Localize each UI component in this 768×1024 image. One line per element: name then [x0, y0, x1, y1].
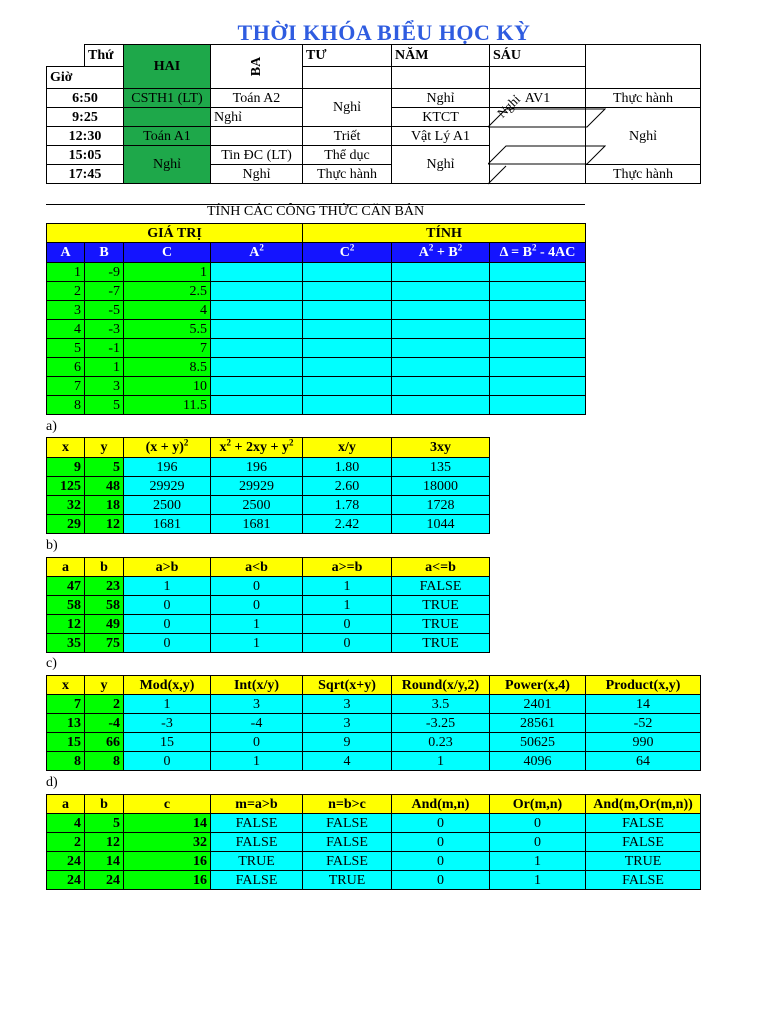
- table-cell: 135: [392, 458, 490, 477]
- cell-result: [211, 320, 303, 339]
- header-sum-squared: $(x + y)^2$: [124, 438, 211, 458]
- column-header: Round(x/y,2): [392, 676, 490, 695]
- cell-hai: Toán A1: [124, 127, 211, 146]
- cell-ba: Nghỉ: [211, 108, 303, 127]
- cell-result: [303, 301, 392, 320]
- table-row: [47, 714, 701, 733]
- sau-diag-text: Nghỉ: [494, 91, 523, 121]
- table-cell: 64: [586, 752, 701, 771]
- gio-label: Giờ: [47, 67, 124, 89]
- table-cell: 0: [124, 615, 211, 634]
- table-row: [47, 320, 586, 339]
- table-header-row: [47, 795, 701, 814]
- table-header-row: [47, 558, 490, 577]
- cell-c: 5.5: [124, 320, 211, 339]
- column-header: m=a>b: [211, 795, 303, 814]
- table-cell: 1.78: [303, 496, 392, 515]
- column-header: Int(x/y): [211, 676, 303, 695]
- cell-result: [303, 339, 392, 358]
- table-cell: 1: [490, 871, 586, 890]
- table-cell: 1: [124, 577, 211, 596]
- cell-hai: Nghỉ: [124, 146, 211, 184]
- table-cell: 9: [303, 733, 392, 752]
- table-cell: TRUE: [392, 596, 490, 615]
- table-cell: 1681: [211, 515, 303, 534]
- day-sau: SÁU: [490, 45, 586, 67]
- label-a: a): [46, 419, 57, 434]
- table-cell: 1.80: [303, 458, 392, 477]
- table-row: [47, 282, 586, 301]
- cell-result: [392, 301, 490, 320]
- table-cell: 0: [303, 634, 392, 653]
- table-cell: 5: [85, 458, 124, 477]
- cell-nam: Nghỉ: [392, 146, 490, 184]
- day-nam: NĂM: [392, 45, 490, 67]
- table-cell: 1: [211, 634, 303, 653]
- table-row: [47, 515, 490, 534]
- cell-a: 4: [47, 320, 85, 339]
- cell-result: [490, 301, 586, 320]
- cell-nam: KTCT: [392, 108, 490, 127]
- cell-result: [211, 377, 303, 396]
- cell-extra: Thực hành: [586, 89, 701, 108]
- table-cell: 3: [303, 714, 392, 733]
- time-row: 6:50: [47, 89, 124, 108]
- cell-nam: Vật Lý A1: [392, 127, 490, 146]
- table-cell: 0: [124, 752, 211, 771]
- table-cell: 4096: [490, 752, 586, 771]
- table-cell: 2: [85, 695, 124, 714]
- cell-result: [211, 282, 303, 301]
- column-header: And(m,n): [392, 795, 490, 814]
- thu-label: Thứ: [85, 45, 124, 67]
- table-cell: 35: [47, 634, 85, 653]
- cell-result: [303, 377, 392, 396]
- table-row: [47, 358, 586, 377]
- table-row: [47, 301, 586, 320]
- table-cell: -3: [124, 714, 211, 733]
- cell-tu: Thể dục: [303, 146, 392, 165]
- cell-b: -9: [85, 263, 124, 282]
- table-cell: 23: [85, 577, 124, 596]
- table-cell: FALSE: [303, 833, 392, 852]
- cell-tu: Thực hành: [303, 165, 392, 184]
- group-calc: TÍNH: [303, 224, 586, 243]
- table-cell: 9: [47, 458, 85, 477]
- table-cell: 18: [85, 496, 124, 515]
- time-row: 9:25: [47, 108, 124, 127]
- table-cell: 15: [124, 733, 211, 752]
- table-cell: 0: [211, 577, 303, 596]
- column-header: b: [85, 795, 124, 814]
- table-cell: 0: [490, 814, 586, 833]
- table-cell: 58: [47, 596, 85, 615]
- table-cell: 29: [47, 515, 85, 534]
- table-cell: 2: [47, 833, 85, 852]
- table-cell: 75: [85, 634, 124, 653]
- page-title: THỜI KHÓA BIỂU HỌC KỲ: [237, 20, 531, 45]
- cell-ba: Nghỉ: [211, 165, 303, 184]
- table-cell: 7: [47, 695, 85, 714]
- table-cell: 1: [124, 695, 211, 714]
- column-header: y: [85, 676, 124, 695]
- column-header: a<b: [211, 558, 303, 577]
- cell-result: [490, 358, 586, 377]
- table-cell: FALSE: [211, 814, 303, 833]
- table-cell: 2.42: [303, 515, 392, 534]
- header-a2-plus-b2: $A^2 + B^2$: [392, 243, 490, 263]
- cell-tu: Triết: [303, 127, 392, 146]
- cell-result: [211, 396, 303, 415]
- table-cell: 16: [124, 852, 211, 871]
- cell-c: 8.5: [124, 358, 211, 377]
- column-header: a<=b: [392, 558, 490, 577]
- table-row: [47, 596, 490, 615]
- table-cell: FALSE: [211, 833, 303, 852]
- table-cell: 3: [303, 695, 392, 714]
- table-row: [47, 458, 490, 477]
- table-row: [47, 339, 586, 358]
- header-c-squared: $C^2$: [303, 243, 392, 263]
- table-cell: FALSE: [586, 814, 701, 833]
- table-cell: 66: [85, 733, 124, 752]
- table-row: [47, 634, 490, 653]
- day-tu: TƯ: [303, 45, 392, 67]
- cell-nam: Nghỉ: [392, 89, 490, 108]
- table-a: [46, 437, 490, 534]
- table-cell: 0: [490, 833, 586, 852]
- cell-b: -3: [85, 320, 124, 339]
- table-cell: 16: [124, 871, 211, 890]
- table-cell: 8: [85, 752, 124, 771]
- table-row: [47, 814, 701, 833]
- cell-c: 1: [124, 263, 211, 282]
- table-cell: 58: [85, 596, 124, 615]
- table-row: [47, 396, 586, 415]
- cell-result: [303, 320, 392, 339]
- table-cell: 3.5: [392, 695, 490, 714]
- cell-tu: Nghỉ: [303, 89, 392, 127]
- table-row: [47, 477, 490, 496]
- table-d: [46, 794, 701, 890]
- table-cell: 0: [124, 596, 211, 615]
- table-row: [47, 695, 701, 714]
- table-cell: -4: [211, 714, 303, 733]
- table-cell: 0: [211, 733, 303, 752]
- column-header: Or(m,n): [490, 795, 586, 814]
- label-b: b): [46, 538, 58, 553]
- table-cell: 1044: [392, 515, 490, 534]
- cell-result: [303, 396, 392, 415]
- table-cell: TRUE: [303, 871, 392, 890]
- table-cell: 0: [392, 833, 490, 852]
- table-cell: 2.60: [303, 477, 392, 496]
- cell-sau: AV1: [490, 89, 586, 108]
- table-cell: 0.23: [392, 733, 490, 752]
- table-cell: FALSE: [303, 852, 392, 871]
- table-cell: 12: [47, 615, 85, 634]
- table-row: [47, 615, 490, 634]
- table-cell: 48: [85, 477, 124, 496]
- cell-a: 1: [47, 263, 85, 282]
- table-row: [47, 377, 586, 396]
- day-hai: HAI: [124, 45, 211, 89]
- calc-table: [46, 223, 586, 415]
- cell-hai: CSTH1 (LT): [124, 89, 211, 108]
- table-cell: -3.25: [392, 714, 490, 733]
- table-cell: 2500: [124, 496, 211, 515]
- cell-result: [392, 358, 490, 377]
- cell-c: 4: [124, 301, 211, 320]
- table-cell: 14: [124, 814, 211, 833]
- cell-result: [303, 263, 392, 282]
- cell-a: 2: [47, 282, 85, 301]
- cell-result: [490, 377, 586, 396]
- cell-b: -7: [85, 282, 124, 301]
- table-cell: 12: [85, 833, 124, 852]
- table-cell: 1728: [392, 496, 490, 515]
- cell-result: [392, 320, 490, 339]
- table-cell: 125: [47, 477, 85, 496]
- cell-result: [211, 358, 303, 377]
- table-cell: 13: [47, 714, 85, 733]
- column-header: x: [47, 676, 85, 695]
- section-title: TÍNH CÁC CÔNG THỨC CĂN BẢN: [206, 204, 425, 219]
- table-cell: TRUE: [392, 634, 490, 653]
- cell-result: [392, 396, 490, 415]
- table-cell: 12: [85, 515, 124, 534]
- column-header: c: [124, 795, 211, 814]
- table-cell: 24: [47, 871, 85, 890]
- cell-a: 5: [47, 339, 85, 358]
- cell-result: [392, 263, 490, 282]
- table-cell: 4: [303, 752, 392, 771]
- table-cell: 4: [47, 814, 85, 833]
- table-cell: 24: [47, 852, 85, 871]
- table-cell: 50625: [490, 733, 586, 752]
- table-cell: 24: [85, 871, 124, 890]
- cell-c: 2.5: [124, 282, 211, 301]
- table-row: [47, 833, 701, 852]
- cell-b: -5: [85, 301, 124, 320]
- table-cell: 0: [124, 634, 211, 653]
- cell-a: 8: [47, 396, 85, 415]
- cell-result: [211, 263, 303, 282]
- cell-result: [490, 339, 586, 358]
- table-cell: -52: [586, 714, 701, 733]
- table-cell: 0: [211, 596, 303, 615]
- table-cell: -4: [85, 714, 124, 733]
- table-cell: 0: [303, 615, 392, 634]
- table-cell: FALSE: [211, 871, 303, 890]
- table-cell: 2401: [490, 695, 586, 714]
- table-cell: FALSE: [586, 833, 701, 852]
- table-row: [47, 577, 490, 596]
- table-row: [47, 852, 701, 871]
- column-header: n=b>c: [303, 795, 392, 814]
- table-cell: 18000: [392, 477, 490, 496]
- table-cell: 28561: [490, 714, 586, 733]
- cell-result: [392, 282, 490, 301]
- group-value: GIÁ TRỊ: [47, 224, 303, 243]
- cell-c: 11.5: [124, 396, 211, 415]
- cell-result: [303, 358, 392, 377]
- table-cell: 196: [124, 458, 211, 477]
- header-c: C: [124, 243, 211, 263]
- column-header: And(m,Or(m,n)): [586, 795, 701, 814]
- table-c: [46, 675, 701, 771]
- table-row: [47, 733, 701, 752]
- table-cell: TRUE: [211, 852, 303, 871]
- cell-result: [490, 320, 586, 339]
- table-cell: 29929: [211, 477, 303, 496]
- cell-b: 3: [85, 377, 124, 396]
- column-header: Sqrt(x+y): [303, 676, 392, 695]
- cell-result: [211, 339, 303, 358]
- table-cell: 0: [392, 852, 490, 871]
- column-header: Mod(x,y): [124, 676, 211, 695]
- table-cell: 0: [392, 814, 490, 833]
- table-cell: 8: [47, 752, 85, 771]
- table-cell: 1: [392, 752, 490, 771]
- header-expansion: $x^2 + 2xy + y^2$: [211, 438, 303, 458]
- header-x: x: [47, 438, 85, 458]
- table-cell: 1: [303, 577, 392, 596]
- cell-b: 1: [85, 358, 124, 377]
- table-cell: 1: [303, 596, 392, 615]
- table-cell: 5: [85, 814, 124, 833]
- column-header: Product(x,y): [586, 676, 701, 695]
- table-cell: 0: [392, 871, 490, 890]
- column-header: a: [47, 795, 85, 814]
- table-cell: 1: [211, 752, 303, 771]
- table-cell: 1: [211, 615, 303, 634]
- table-row: [47, 871, 701, 890]
- cell-a: 3: [47, 301, 85, 320]
- label-d: d): [46, 775, 58, 790]
- table-cell: FALSE: [303, 814, 392, 833]
- cell-result: [392, 339, 490, 358]
- cell-result: [490, 282, 586, 301]
- header-b: B: [85, 243, 124, 263]
- table-cell: 990: [586, 733, 701, 752]
- table-cell: 1681: [124, 515, 211, 534]
- table-cell: 1: [490, 852, 586, 871]
- column-header: b: [85, 558, 124, 577]
- header-a: A: [47, 243, 85, 263]
- column-header: a: [47, 558, 85, 577]
- table-b: [46, 557, 490, 653]
- header-x-div-y: x/y: [303, 438, 392, 458]
- cell-a: 7: [47, 377, 85, 396]
- table-cell: TRUE: [392, 615, 490, 634]
- table-cell: 49: [85, 615, 124, 634]
- column-header: a>b: [124, 558, 211, 577]
- table-header-row: [47, 676, 701, 695]
- table-cell: 14: [85, 852, 124, 871]
- day-ba: BA: [211, 45, 303, 89]
- table-cell: FALSE: [586, 871, 701, 890]
- cell-ba: Toán A2: [211, 89, 303, 108]
- table-cell: 196: [211, 458, 303, 477]
- cell-extra: Nghỉ: [586, 108, 701, 165]
- cell-b: -1: [85, 339, 124, 358]
- header-a-squared: $A^2$: [211, 243, 303, 263]
- table-row: [47, 496, 490, 515]
- label-c: c): [46, 656, 57, 671]
- table-cell: 47: [47, 577, 85, 596]
- header-delta: $\Delta = B^2 - 4AC$: [490, 243, 586, 263]
- table-cell: 32: [124, 833, 211, 852]
- table-cell: TRUE: [586, 852, 701, 871]
- cell-result: [490, 263, 586, 282]
- table-cell: 15: [47, 733, 85, 752]
- cell-c: 7: [124, 339, 211, 358]
- table-row: [47, 752, 701, 771]
- table-cell: FALSE: [392, 577, 490, 596]
- cell-ba: Tin ĐC (LT): [211, 146, 303, 165]
- column-header: Power(x,4): [490, 676, 586, 695]
- cell-result: [211, 301, 303, 320]
- table-cell: 14: [586, 695, 701, 714]
- table-cell: 29929: [124, 477, 211, 496]
- cell-result: [303, 282, 392, 301]
- column-header: a>=b: [303, 558, 392, 577]
- cell-result: [490, 396, 586, 415]
- cell-b: 5: [85, 396, 124, 415]
- table-cell: 32: [47, 496, 85, 515]
- cell-extra: Thực hành: [586, 165, 701, 184]
- cell-result: [392, 377, 490, 396]
- header-y: y: [85, 438, 124, 458]
- table-cell: 3: [211, 695, 303, 714]
- header-3xy: 3xy: [392, 438, 490, 458]
- time-row: 15:05: [47, 146, 124, 165]
- cell-a: 6: [47, 358, 85, 377]
- cell-c: 10: [124, 377, 211, 396]
- time-row: 17:45: [47, 165, 124, 184]
- table-row: [47, 263, 586, 282]
- time-row: 12:30: [47, 127, 124, 146]
- table-cell: 2500: [211, 496, 303, 515]
